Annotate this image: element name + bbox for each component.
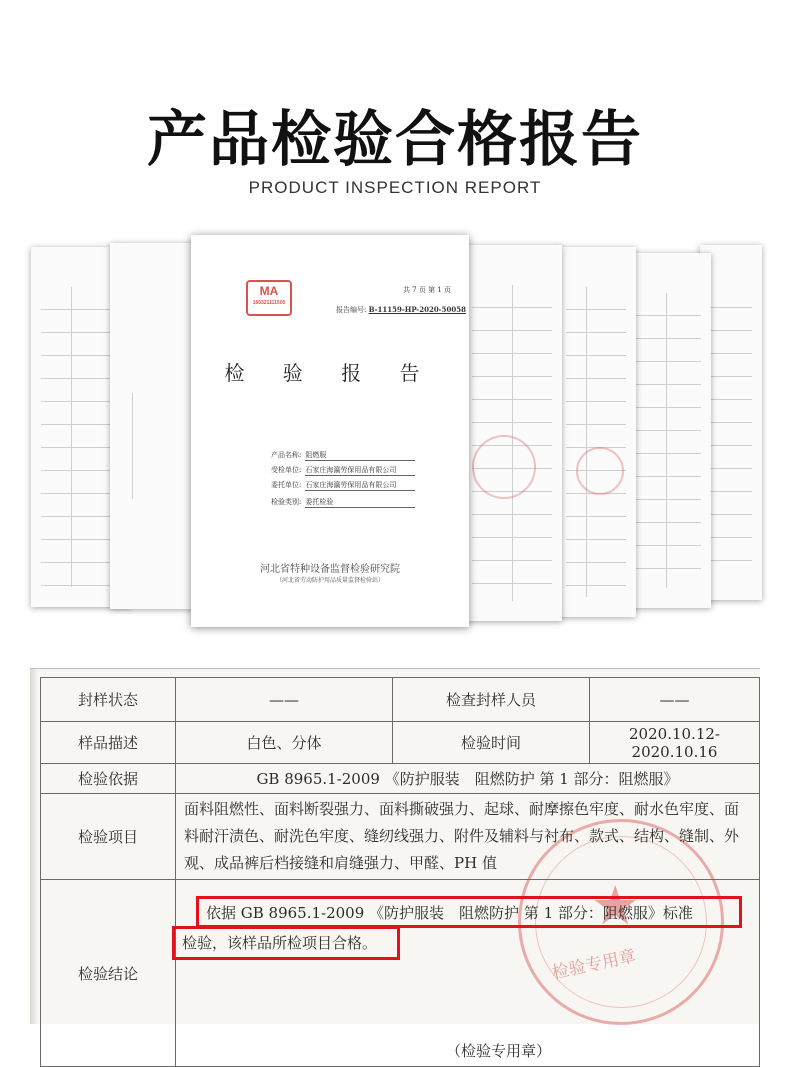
field-inspection-type: 检验类别: 委托检验 <box>271 497 415 508</box>
sample-desc-value: 白色、分体 <box>176 722 393 764</box>
sample-desc-label: 样品描述 <box>41 722 176 764</box>
conclusion-line-1: 依据 GB 8965.1-2009 《防护服装 阻燃防护 第 1 部分：阻燃服》标准 <box>206 904 693 922</box>
inspection-table <box>40 677 760 1067</box>
items-label: 检验项目 <box>41 794 176 880</box>
cover-page <box>191 235 469 627</box>
conclusion-label: 检验结论 <box>41 880 176 1067</box>
report-closeup <box>30 668 760 1060</box>
page-count: 共 7 页 第 1 页 <box>402 286 451 294</box>
cover-heading: 检 验 报 告 <box>224 361 436 385</box>
table-row <box>41 880 760 1067</box>
report-number: 报告编号: B-11159-HP-2020-50058 <box>336 305 466 314</box>
table-row <box>41 764 760 794</box>
star-icon: ★ <box>591 874 640 937</box>
field-inspected-unit: 受检单位: 石家庄海瀛劳保用品有限公司 <box>271 465 415 476</box>
inspection-time-label: 检验时间 <box>393 722 590 764</box>
seal-person-label: 检查封样人员 <box>393 678 590 722</box>
page-title: 产品检验合格报告 <box>147 105 643 175</box>
field-product-name: 产品名称: 阻燃服 <box>271 450 415 461</box>
page-subtitle: PRODUCT INSPECTION REPORT <box>248 178 542 197</box>
seal-status-label: 封样状态 <box>41 678 176 722</box>
report-pages-stack <box>0 225 790 625</box>
table-row <box>41 794 760 880</box>
highlight-box-1 <box>196 896 742 928</box>
highlight-box-2 <box>172 926 400 960</box>
seal-status-value: —— <box>176 678 393 722</box>
field-client-unit: 委托单位: 石家庄海瀛劳保用品有限公司 <box>271 480 415 491</box>
inspection-time-value: 2020.10.12-2020.10.16 <box>590 722 760 764</box>
conclusion-cell <box>176 880 760 1067</box>
conclusion-line-2: 检验，该样品所检项目合格。 <box>182 934 378 952</box>
stamp-note: （检验专用章） <box>446 1042 552 1060</box>
institute-subname: （河北省劳动防护用品质量监督检验站） <box>275 577 384 584</box>
report-page-right-2 <box>556 247 636 617</box>
report-page-right-3 <box>626 253 711 608</box>
table-row <box>41 678 760 722</box>
basis-value: GB 8965.1-2009 《防护服装 阻燃防护 第 1 部分：阻燃服》 <box>176 764 760 794</box>
table-row <box>41 722 760 764</box>
inspection-seal: ★ 检验专用章 <box>518 819 724 1025</box>
cma-logo: MA 160321111505 <box>246 280 292 316</box>
report-page-right-1 <box>462 245 562 621</box>
institute-name: 河北省特种设备监督检验研究院 <box>260 564 400 575</box>
basis-label: 检验依据 <box>41 764 176 794</box>
seal-person-value: —— <box>590 678 760 722</box>
items-value: 面料阻燃性、面料断裂强力、面料撕破强力、起球、耐摩擦色牢度、耐水色牢度、面料耐汗渍色、耐洗色牢度、缝纫线强力、附件及辅料与衬布、款式、结构、缝制、外观、成品裤后档接缝和肩缝强力、甲醛、PH 值 <box>176 794 760 880</box>
